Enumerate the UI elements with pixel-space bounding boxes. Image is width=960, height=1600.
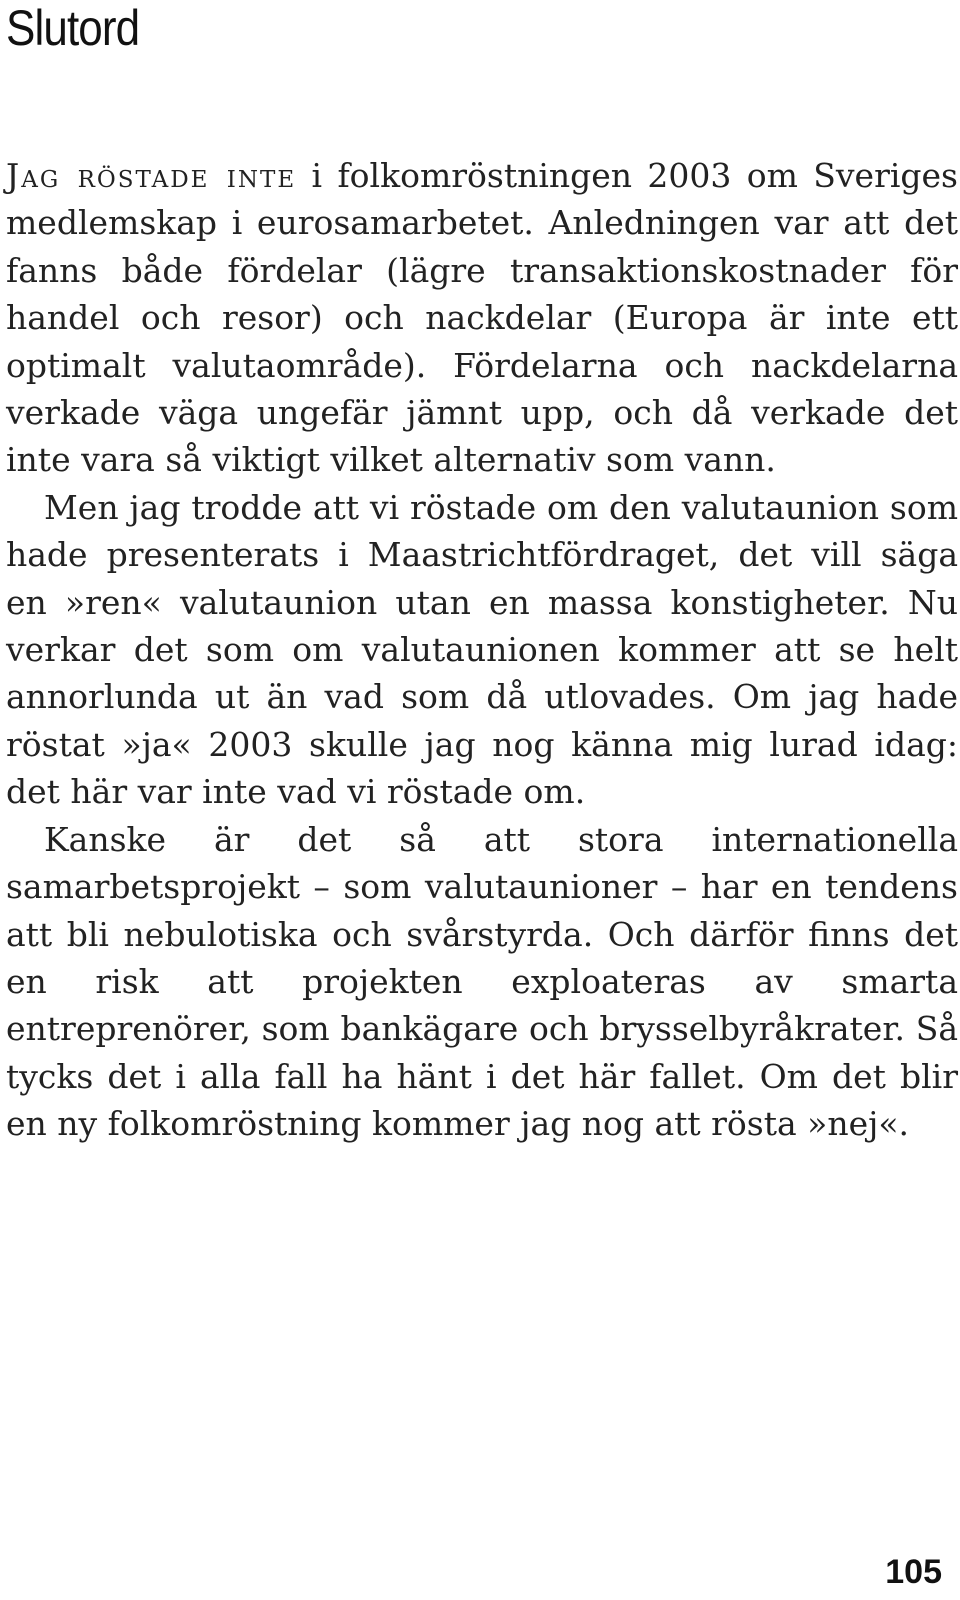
page-number: 105 [885,1553,942,1591]
paragraph-3: Kanske är det så att stora internationella samarbetsprojekt – som valutaunioner – har en tendens att bli nebulotiska och svårstyrda. Och därför finns det en risk att projekten exploateras av smarta entreprenörer, som bankägare och brysselbyråkrater. Så tycks det i alla fall ha hänt i det här fallet. Om det blir en ny folkomröstning kommer jag nog att rösta »nej«. [6,819,958,1144]
body-text [6,152,958,1148]
paragraph-2: Men jag trodde att vi röstade om den valutaunion som hade presenterats i Maastrichtfördraget, det vill säga en »ren« valutaunion utan en massa konstigheter. Nu verkar det som om valutaunionen kommer att se helt annorlunda ut än vad som då utlovades. Om jag hade röstat »ja« 2003 skulle jag nog känna mig lurad idag: det här var inte vad vi röstade om. [6,487,958,812]
paragraph-text: i folkomröstningen 2003 om Sveriges medlemskap i eurosamarbetet. Anledningen var att det fanns både fördelar (lägre transaktionskostnader för handel och resor) och nackdelar (Europa är inte ett optimalt valutaområde). Fördelarna och nackdelarna verkade väga ungefär jämnt upp, och då verkade det inte vara så viktigt vilket alternativ som vann. [6,156,958,480]
chapter-heading: Slutord [6,0,140,56]
paragraph-lead: Jag röstade inte [6,156,297,195]
paragraph-1 [6,152,958,484]
